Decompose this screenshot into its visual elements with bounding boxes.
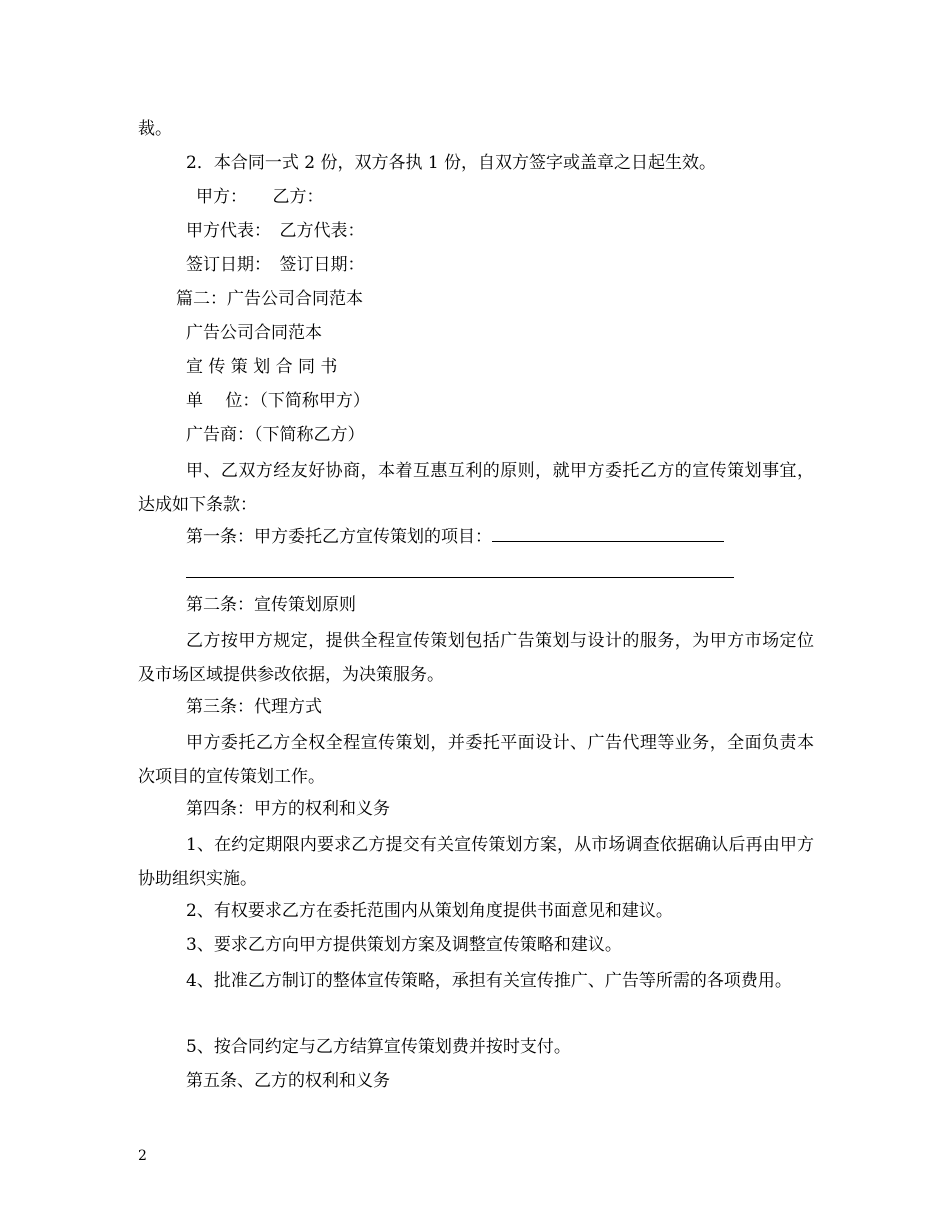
page-number: 2 [138,1148,147,1164]
article-1-blank-line [186,577,734,578]
article-1-label: 第一条：甲方委托乙方宣传策划的项目： [186,527,492,547]
article-2-heading: 第二条：宣传策划原则 [186,595,356,615]
signature-dates: 签订日期： 签订日期： [186,255,365,275]
article-1-blank [492,541,724,542]
intro-paragraph: 甲、乙双方经友好协商，本着互惠互利的原则，就甲方委托乙方的宣传策划事宜，达成如下条款： [138,461,814,515]
article-3-heading: 第三条：代理方式 [186,697,322,717]
article-4-heading: 第四条：甲方的权利和义务 [186,799,390,819]
article-4-item-1: 1、在约定期限内要求乙方提交有关宣传策划方案，从市场调查依据确认后再由甲方协助组织实施。 [138,835,814,889]
signature-representatives: 甲方代表： 乙方代表： [186,221,365,241]
article-5-heading: 第五条、乙方的权利和义务 [186,1071,390,1091]
section-heading: 篇二：广告公司合同范本 [176,289,363,309]
party-a-line: 单 位：（下简称甲方） [186,391,370,411]
signature-parties: 甲方： 乙方： [196,187,324,207]
text-line: 裁。 [138,119,172,139]
party-b-line: 广告商：（下简称乙方） [186,425,365,445]
document-title: 广告公司合同范本 [186,323,322,343]
article-4-item-2: 2、有权要求乙方在委托范围内从策划角度提供书面意见和建议。 [186,901,673,921]
article-3-paragraph: 甲方委托乙方全权全程宣传策划，并委托平面设计、广告代理等业务，全面负责本次项目的宣传策划工作。 [138,733,814,787]
article-1 [186,526,724,548]
article-4-item-3: 3、要求乙方向甲方提供策划方案及调整宣传策略和建议。 [186,935,622,955]
contract-title: 宣 传 策 划 合 同 书 [186,357,338,377]
article-2-paragraph: 乙方按甲方规定，提供全程宣传策划包括广告策划与设计的服务，为甲方市场定位及市场区域提供参改依据，为决策服务。 [138,631,814,685]
article-4-item-5: 5、按合同约定与乙方结算宣传策划费并按时支付。 [186,1037,571,1057]
clause-effective: 2．本合同一式 2 份，双方各执 1 份，自双方签字或盖章之日起生效。 [186,153,717,173]
article-4-item-4: 4、批准乙方制订的整体宣传策略，承担有关宣传推广、广告等所需的各项费用。 [186,971,792,991]
